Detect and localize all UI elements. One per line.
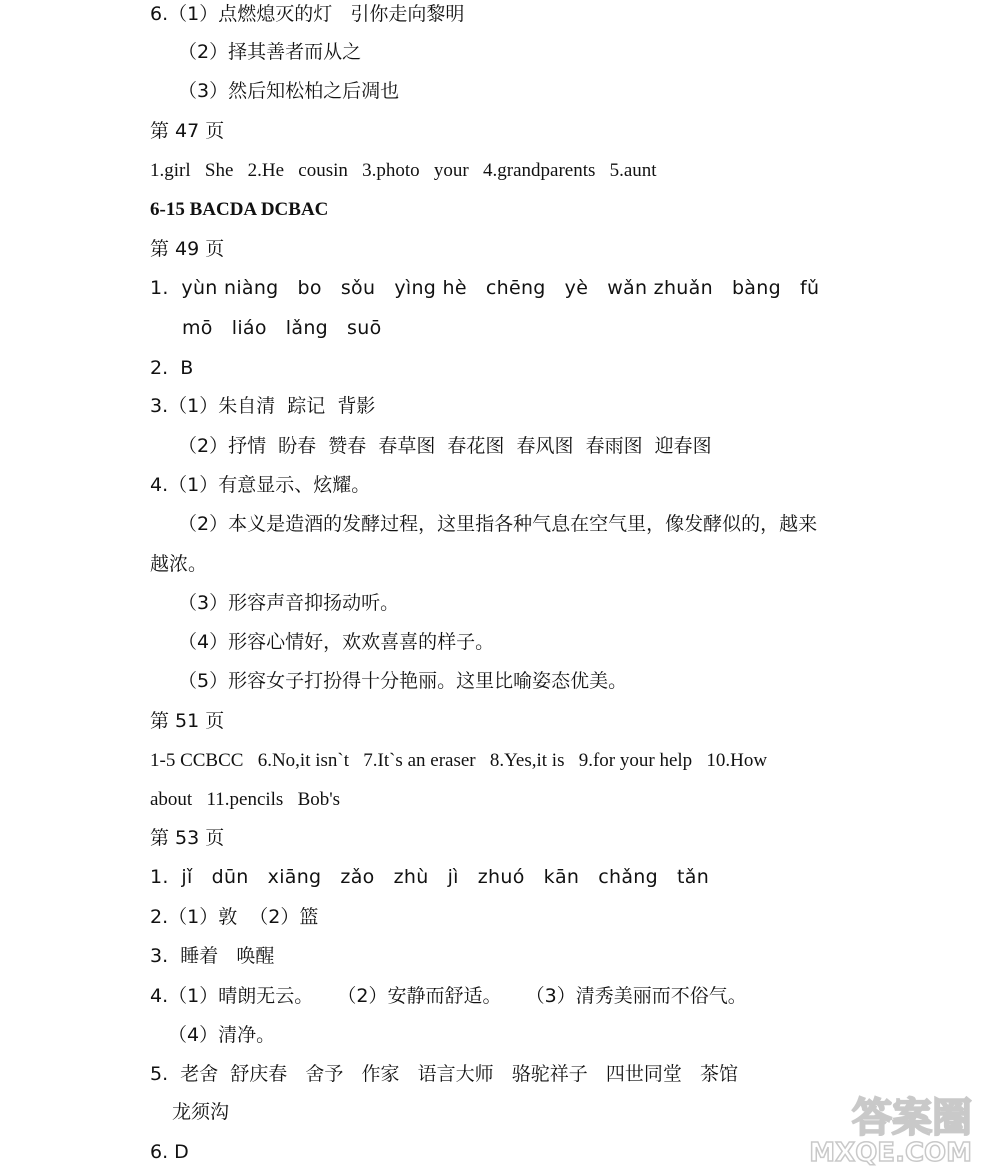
answer-line: 2. B [150,357,194,379]
page-heading: 第 53 页 [150,827,225,849]
answer-line: 4.（1）晴朗无云。 （2）安静而舒适。 （3）清秀美丽而不俗气。 [150,985,747,1007]
page-heading: 第 49 页 [150,238,225,260]
page-heading: 第 51 页 [150,710,225,732]
answer-line: 6.（1）点燃熄灭的灯 引你走向黎明 [150,3,465,25]
watermark-text: 答案圈 [852,1095,972,1141]
page-heading: 第 47 页 [150,120,225,142]
answer-line: 2.（1）敦 （2）篮 [150,906,319,928]
answer-line: 1. jǐ dūn xiāng zǎo zhù jì zhuó kān chǎng tǎn [150,866,710,888]
answer-line: 1-5 CCBCC 6.No,it isn`t 7.It`s an eraser 8.Yes,it is 9.for your help 10.How [150,750,768,771]
watermark-subtext: MXQE.COM [809,1138,972,1167]
answer-line: 6-15 BACDA DCBAC [150,199,329,220]
answer-line: （2）择其善者而从之 [178,41,362,63]
answer-line: 1.girl She 2.He cousin 3.photo your 4.grandparents 5.aunt [150,160,657,181]
answer-line: 越浓。 [150,553,208,575]
answer-line: 6. D [150,1141,189,1163]
answer-line: （5）形容女子打扮得十分艳丽。这里比喻姿态优美。 [178,670,628,692]
answer-line: 1. yùn niàng bo sǒu yìng hè chēng yè wǎn zhuǎn bàng fǔ [150,277,820,299]
answer-line: （2）本义是造酒的发酵过程，这里指各种气息在空气里，像发酵似的，越来 [178,513,818,535]
answer-line: 4.（1）有意显示、炫耀。 [150,474,371,496]
answer-line: （3）形容声音抑扬动听。 [178,592,400,614]
answer-line: （4）形容心情好，欢欢喜喜的样子。 [178,631,495,653]
answer-line: 3. 睡着 唤醒 [150,945,275,967]
answer-line: 龙须沟 [172,1101,230,1123]
answer-line: （3）然后知松柏之后凋也 [178,80,400,102]
answer-line: about 11.pencils Bob's [150,789,341,810]
answer-line: mō liáo lǎng suō [182,317,382,339]
watermark-logo [792,1087,992,1167]
answer-line: （2）抒情 盼春 赞春 春草图 春花图 春风图 春雨图 迎春图 [178,435,712,457]
answer-line: （4）清净。 [168,1024,276,1046]
answer-line: 3.（1）朱自清 踪记 背影 [150,395,376,417]
answer-line: 5. 老舍 舒庆春 舍予 作家 语言大师 骆驼祥子 四世同堂 茶馆 [150,1063,738,1085]
